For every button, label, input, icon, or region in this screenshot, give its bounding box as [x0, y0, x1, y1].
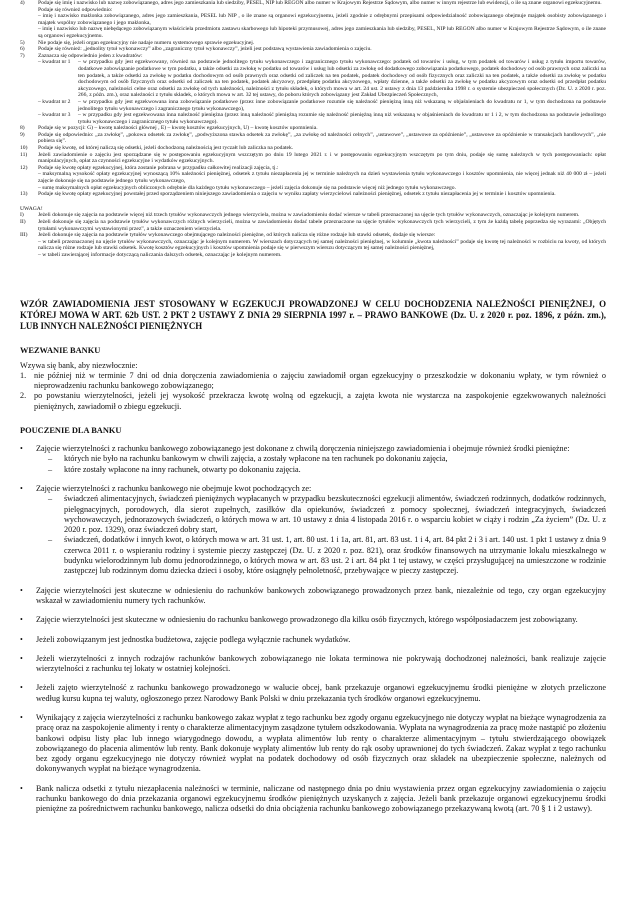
pouczenie-item-text: Bank nalicza odsetki z tytułu niezapłacenia należności w terminie, naliczane od następnego dnia po dniu wystawienia przez organ egzekucyjny zawiadomienia o zajęciu rachunku bankowego do dnia przekazania organowi egzekucyjnemu środków pieniężnych uzyskanych z zajęcia. Jeżeli bank przekazuje organowi egzekucyjnemu środki pieniężne za pośrednictwem rachunku bankowego, nalicza odsetki do dnia obciążenia rachunku bankowego zobowiązanego przekazywaną kwotą (art. 70 § 1 i 2 ustawy).: [36, 783, 606, 814]
pouczenie-item: [20, 615, 606, 625]
uwaga-item: [20, 232, 606, 239]
footnote-item-text: Podaje się kwotę, od której naliczą się odsetki, jeżeli dochodzoną należnością jest ryczałt lub zaliczka na podatek.: [38, 145, 294, 152]
pouczenie-item: [20, 444, 606, 475]
footnote-item: [20, 171, 606, 184]
uwaga-item: [20, 212, 606, 219]
wezwanie-item-text: po powstaniu wierzytelności, jeżeli jej wysokość przekracza kwotę wolną od egzekucji, a zajęta kwota nie wystarcza na zaspokojenie egzekwowanych należności pieniężnych, zawiadomił o zbiegu egzekucji.: [34, 391, 606, 411]
footnote-item: [20, 53, 606, 60]
pouczenie-section: [0, 444, 620, 815]
pouczenie-item-body: [36, 635, 606, 645]
pouczenie-item-body: [36, 784, 606, 815]
pouczenie-item-body: [36, 683, 606, 704]
pouczenie-item-text: Zajęcie wierzytelności z rachunku bankowego zobowiązanego jest dokonane z chwilą doręczenia niniejszego zawiadomienia i obejmuje również środki pieniężne:: [36, 444, 570, 454]
footnote-item: [20, 165, 606, 172]
bullet-icon: •: [20, 783, 23, 793]
pouczenie-subitem-text: świadczeń, dodatków i innych kwot, o których mowa w art. 31 ust. 1, art. 80 ust. 1 i 1a, art. 81, art. 83 ust. 1 i 4, art. 84 pkt 2 i 3 i art. 140 ust. 1 pkt 1 ustawy z dnia 9 czerwca 2011 r. o wspieraniu rodziny i systemie pieczy zastępczej (Dz. U. z 2020 r. poz. 821), oraz środków finansowych na utrzymanie lokalu mieszkalnego w budynku wielorodzinnym lub domu jednorodzinnego, o których mowa w art. 83 ust. 2 i art. 84 pkt 1 tej ustawy, w części przysługującej na umieszczone w rodzinie zastępczej lub rodzinnym domu dziecka dzieci i osoby, które osiągnęły pełnoletność, przebywające w pieczy zastępczej.: [64, 535, 606, 576]
footnote-item-number: 13): [20, 191, 28, 198]
wezwanie-intro: Wzywa się bank, aby niezwłocznie:: [20, 360, 138, 370]
footnote-item-number: [20, 7, 38, 14]
bullet-icon: •: [20, 444, 23, 454]
wezwanie-item: [20, 391, 606, 412]
pouczenie-item: [20, 586, 606, 607]
footnote-item-text: Jeżeli zawiadomienie o zajęciu jest sporządzane się w postępowaniu egzekucyjnym wszczętym po dniu 19 lutego 2021 r. i w postępowaniu egzekucyjnym wszczętym po tym dniu, podaje się sumę należnych w tych postępowaniach: opłat manipulacyjnych, opłat za czynności egzekucyjne i wydatków egzekucyjnych.: [38, 151, 606, 165]
footnote-item-text: Podaje się kwotę opłaty egzekucyjnej powstałej przed sporządzeniem niniejszego zawiadomienia o zajęciu w wyniku zapłaty wierzycielowi należności pieniężnej, odsetek z tytułu niezapłacenia jej w terminie i kosztów upomnienia.: [38, 191, 556, 198]
footnote-item: [20, 0, 606, 7]
bullet-icon: •: [20, 683, 23, 693]
uwaga-item: [20, 239, 606, 252]
pouczenie-subitem: [36, 465, 606, 475]
pouczenie-item-text: Jeżeli zobowiązanym jest jednostka budżetowa, zajęcie podlega wyłącznie rachunek wydatków.: [36, 634, 351, 644]
pouczenie-subitem: [36, 535, 606, 576]
footnote-item: [20, 46, 606, 53]
footnote-item: [20, 132, 606, 145]
pouczenie-item-body: [36, 713, 606, 775]
footnote-item: [20, 125, 606, 132]
bullet-icon: •: [20, 585, 23, 595]
footnotes-section: [0, 0, 620, 259]
pouczenie-item: [20, 654, 606, 675]
wezwanie-item-text: nie później niż w terminie 7 dni od dnia doręczenia zawiadomienia o zajęciu zawiadomił organ egzekucyjny o przeszkodzie w dokonaniu wpłaty, w tym również o nieprowadzeniu rachunku bankowego zobowiązanego;: [34, 370, 606, 391]
bullet-icon: •: [20, 483, 23, 493]
pouczenie-item-text: Zajęcie wierzytelności jest skuteczne w odniesieniu do rachunków bankowych zobowiązanego prowadzonych przez bank, niezależnie od tego, czy organ egzekucyjny wskazał w zawiadomieniu numery tych rachunków.: [36, 585, 606, 605]
uwaga-heading: UWAGA!: [20, 205, 43, 212]
footnote-item-number: 11): [20, 151, 28, 158]
uwaga-item-number: [20, 239, 38, 252]
spacer: [20, 198, 606, 202]
dash-icon: –: [47, 535, 53, 545]
uwaga-item-text: Jeżeli dokonuje się zajęcia na podstawie więcej niż trzech tytułów wykonawczych jednego wierzyciela, można w zawiadomieniu dodać wiersze w tabeli przeznaczonej na ujęcie tych tytułów wykonawczych, oznaczając je kolejnym numerem.: [38, 212, 580, 219]
document-title: WZÓR ZAWIADOMIENIA JEST STOSOWANY W EGZEKUCJI PROWADZONEJ W CELU DOCHODZENIA NALEŻNOŚCI PIENIĘŻNEJ, O KTÓREJ MOWA W ART. 62b UST. 2 PKT 2 USTAWY Z DNIA 29 SIERPNIA 1997 r. – PRAWO BANKOWE (Dz. U. z 2020 r. poz. 1896, z późn. zm.), LUB INNYCH NALEŻNOŚCI PIENIĘŻNYCH: [20, 298, 606, 331]
uwaga-item-number: [20, 252, 38, 259]
footnote-item-number: 12): [20, 164, 28, 171]
pouczenie-item-text: Zajęcie wierzytelności jest skuteczne w odniesieniu do rachunku bankowego prowadzonego dla kilku osób fizycznych, którego współposiadaczem jest zobowiązany.: [36, 615, 578, 625]
footnote-item: [20, 40, 606, 47]
footnote-item-number: [20, 13, 38, 26]
uwaga-item-text: – w tabeli zawierającej informacje dotyczącą naliczania dalszych odsetek, oznaczając je kolejnym numerem.: [38, 251, 282, 258]
kwadrat-item-number: – kwadrat nr 3: [38, 112, 71, 119]
kwadrat-item-text: – w przypadku gdy jest egzekwowany, również na podstawie jednolitego tytułu wykonawczego i zagranicznego tytułu wykonawczego: podatek od towarów i usług, w tym podatek od towarów i usług z tytułu importu towarów, dodatkowe zobowiązanie podatkowe w tym podatku, a także odsetki za zwłokę w podatku od towarów i usług lub odsetki za zwłokę od dodatkowego zobowiązania podatkowego, podatek dochodowy od osób prawnych oraz zaliczki na ten podatek, a także odsetki za zwłokę w podatku dochodowym od osób prawnych oraz odsetki od zaliczek na ten podatek, podatek dochodowy od osób fizycznych oraz zaliczki na ten podatek, a także odsetki za zwłokę w podatku dochodowym od osób fizycznych oraz odsetki od zaliczek na ten podatek, podatek akcyzowy, przedpłatę podatku akcyzowego, wpłaty dzienne, a także odsetki za zwłokę w podatku akcyzowym oraz odsetki od przedpłat podatku akcyzowego, należności celne oraz odsetki za zwłokę od tych należności, należności z tytułu składek, o których mowa w art. 24 ust. 2 ustawy z dnia 13 października 1998 r. o systemie ubezpieczeń społecznych (Dz. U. z 2020 r. poz. 266, z późn. zm.), oraz należności z tytułu składek, o których mowa w art. 32 tej ustawy, do poboru których zobowiązany jest Zakład Ubezpieczeń Społecznych,: [78, 59, 606, 99]
pouczenie-item: [20, 784, 606, 815]
footnote-item-number: 8): [20, 125, 25, 132]
footnote-item-text: Podaje się kwotę opłaty egzekucyjnej, która zostanie pobrana w przypadku całkowitej realizacji zajęcia, tj.:: [38, 164, 279, 171]
pouczenie-subitem-text: które zostały wpłacone na inny rachunek, otwarty po dokonaniu zajęcia.: [64, 464, 301, 474]
bullet-icon: •: [20, 712, 23, 722]
pouczenie-item-body: [36, 586, 606, 607]
pouczenie-item-body: [36, 654, 606, 675]
footnote-item-number: 9): [20, 131, 25, 138]
footnote-item: [20, 7, 606, 14]
pouczenie-subitem: [36, 454, 606, 464]
pouczenie-item-body: [36, 615, 606, 625]
uwaga-item-number: II): [20, 219, 26, 225]
footnote-item-text: Zaznacza się odpowiednio jeden z kwadratów:: [38, 52, 143, 59]
bullet-icon: •: [20, 615, 23, 625]
pouczenie-item: [20, 635, 606, 645]
wezwanie-item: [20, 371, 606, 392]
footnote-item-text: – imię i nazwisko małżonka zobowiązanego, adres jego zamieszkania, PESEL lub NIP , o ile znane są organowi egzekucyjnemu, jeżeli zgodnie z odrębnymi przepisami odpowiedzialność zobowiązanego obejmuje majątek osobisty zobowiązanego i majątek wspólny zobowiązanego i jego małżonka,: [38, 13, 606, 26]
kwadrat-item: [38, 59, 606, 99]
footnote-item: [20, 152, 606, 165]
dash-icon: –: [47, 464, 53, 474]
wezwanie-item-number: 1.: [20, 370, 27, 380]
kwadrat-item-text: – w przypadku gdy jest egzekwowana inna zobowiązanie podatkowe (przez inne zobowiązanie podatkowe rozumie się należność pieniężną inną niż wskazaną w objaśnieniach do kwadratu nr 1, w tym dochodzona na podstawie jednolitego tytułu wykonawczego i zagranicznego tytułu wykonawczego),: [78, 98, 606, 112]
uwaga-item-number: I): [20, 212, 24, 219]
footnote-item-text: Podaje się w pozycji: G) – kwotę należności głównej , E) – kwotę kosztów egzekucyjnych, U) – kwotę kosztów upomnienia.: [38, 125, 318, 132]
kwadrat-item-number: – kwadrat nr 1: [38, 59, 71, 66]
pouczenie-subitem-text: świadczeń alimentacyjnych, świadczeń pieniężnych wypłacanych w przypadku bezskuteczności egzekucji alimentów, świadczeń rodzinnych, dodatków rodzinnych, pielęgnacyjnych, porodowych, dla sierot zupełnych, zasiłków dla opiekunów, świadczeń z pomocy społecznej, świadczeń integracyjnych, świadczeń wychowawczych, jednorazowych świadczeń, o których mowa w art. 10 ustawy z dnia 4 listopada 2016 r. o wsparciu kobiet w ciąży i rodzin „Za życiem” (Dz. U. z 2020 r. poz. 1329), oraz świadczeń dobry start,: [64, 494, 606, 535]
pouczenie-item-text: Jeżeli zajęto wierzytelność z rachunku bankowego prowadzonego w walucie obcej, bank przekazuje organowi egzekucyjnemu środki pieniężne w złotych przeliczone według kursu kupna tej waluty, ogłoszonego przez Narodowy Bank Polski w dniu przekazania tych środków organowi egzekucyjnemu.: [36, 683, 606, 703]
footnote-item-number: 6): [20, 46, 25, 53]
pouczenie-item: [20, 683, 606, 704]
footnote-item-text: – imię i nazwisko lub nazwę niebędącego zobowiązanym właściciela przedmiotu zastawu skarbowego lub hipoteki przymusowej, adres jego zamieszkania lub siedziby, PESEL, NIP lub REGON albo numer w Krajowym Rejestrze Sądowym, o ile znane są organowi egzekucyjnemu.: [38, 26, 606, 39]
uwaga-item: [20, 252, 606, 259]
dash-icon: –: [47, 454, 53, 464]
footnote-item: [20, 191, 606, 198]
footnote-item-number: 4): [20, 0, 25, 6]
pouczenie-item-text: Jeżeli wierzytelności z innych rodzajów rachunków bankowych zobowiązanego nie lokata terminowa nie pokrywają dochodzonej należności, bank realizuje zajęcie wierzytelności z rachunku tej lokaty w ostatniej kolejności.: [36, 653, 606, 674]
footnote-item-number: [20, 26, 38, 39]
bullet-icon: •: [20, 653, 23, 663]
kwadrat-item-number: – kwadrat nr 2: [38, 98, 71, 105]
pouczenie-item: [20, 713, 606, 775]
pouczenie-item-text: Zajęcie wierzytelności z rachunku bankowego nie obejmuje kwot pochodzących ze:: [36, 483, 312, 493]
pouczenie-item: [20, 484, 606, 577]
uwaga-item-text: – w tabeli przeznaczonej na ujęcie tytułów wykonawczych, oznaczając je kolejnym numerem. W wierszach dotyczących tej samej należności pieniężnej, w kolumnie „kwota należności” podaje się kwotę tej należności w rozbiciu na kwoty, od których nalicza się różne rodzaje lub stawki odsetek. Kwotę kosztów egzekucyjnych i kosztów upomnienia podaje się w pierwszym wierszu dotyczącym tej samej należności pieniężnej,: [38, 238, 606, 252]
footnote-item-text: – sumę maksymalnych opłat egzekucyjnych obliczonych odrębnie dla każdego tytułu wykonawczego – jeżeli zajęcia dokonuje się na podstawie więcej niż jednego tytułu wykonawczego.: [38, 184, 456, 191]
uwaga-item-text: Jeżeli dokonuje się zajęcia na podstawie tytułów wykonawczego obejmującego należności pieniężne, od których nalicza się różne rodzaje lub stawki odsetek, dodaje się wiersze:: [38, 232, 436, 239]
uwaga-item-number: III): [20, 232, 28, 239]
footnote-item-number: 5): [20, 39, 25, 46]
uwaga-item-text: Jeżeli dokonuje się zajęcia na podstawie tytułów wykonawczych różnych wierzycieli, można w zawiadomieniu dodać tabele przeznaczone na ujęcie tytułów wykonawczych tych wierzycieli, z tym że każdą tabelę poprzedza się wyrazami: „Objętych tytułami wykonawczymi wystawionymi przez”, a także oznaczeniem wierzyciela.: [38, 219, 606, 232]
pouczenie-item-text: Wynikający z zajęcia wierzytelności z rachunku bankowego zakaz wypłat z tego rachunku bez zgody organu egzekucyjnego nie dotyczy wypłat na bieżące wynagrodzenia za pracę oraz na zaspokojenie alimenty i renty o charakterze alimentacyjnym zasądzone tytułem odszkodowania. Wypłata na wynagrodzenia za pracę może nastąpić po złożeniu bankowi odpisu listy płac lub innego wiarygodnego dowodu, a wypłata alimentów lub renty o charakterze alimentacyjnym – tytułu stwierdzającego obowiązek zobowiązanego do płacenia alimentów lub renty. Bank dokonuje wypłaty alimentów lub renty do rąk osoby uprawnionej do tych świadczeń. Zakaz wypłat z tego rachunku bez zgody organu egzekucyjnego nie dotyczy również wypłat na podatek dochodowy od osób fizycznych oraz składek na ubezpieczenie społeczne, należnych od dokonywanych wypłat na bieżące wynagrodzenia.: [36, 712, 606, 774]
wezwanie-list: [20, 371, 606, 412]
bullet-icon: •: [20, 634, 23, 644]
pouczenie-subitem: [36, 494, 606, 535]
footnote-item: [20, 145, 606, 152]
wezwanie-item-number: 2.: [20, 391, 27, 401]
footnote-item-text: Podaje się odpowiednio: „za zwłokę”, „pokowa odsetek za zwłokę”, „podwyższona stawka odsetek za zwłokę”, „za zwłokę od należności celnych”, „ustawowe”, „ustawowe za opóźnienie”, „ustawowe za opóźnienie w transakcjach handlowych”, „nie pobiera się”.: [38, 131, 606, 145]
uwaga-item: [20, 219, 606, 232]
footnote-item-text: Podaje się również: „jednolity tytuł wykonawczy” albo „zagraniczny tytuł wykonawczy”, jeżeli jest podstawą wystawienia zawiadomienia o zajęciu.: [38, 46, 372, 53]
pouczenie-heading: POUCZENIE DLA BANKU: [20, 426, 122, 436]
kwadrat-item: [38, 99, 606, 112]
kwadrat-list: [20, 59, 606, 125]
pouczenie-item-body: [36, 484, 606, 577]
footnote-item-text: Podaje się również odpowiednio:: [38, 6, 113, 13]
kwadrat-item: [38, 112, 606, 125]
footnote-item: [20, 185, 606, 192]
pouczenie-subitem-text: których nie było na rachunku bankowym w chwili zajęcia, a zostały wpłacone na ten rachunek po dokonaniu zajęcia,: [64, 454, 448, 464]
footnote-item-text: – maksymalną wysokość opłaty egzekucyjnej wynoszącą 10% należności pieniężnej, odsetek z tytułu niezapłacenia jej w terminie należnych na dzień wystawienia tytułu wykonawczego i kosztów upomnienia, nie więcej jednak niż 40 000 zł – jeżeli zajęcie dokonuje się na podstawie jednego tytułu wykonawczego,: [38, 171, 606, 185]
footnote-item-number: [20, 171, 38, 184]
kwadrat-item-text: – w przypadku gdy jest egzekwowana inna należność pieniężna (przez inną należność pieniężną rozumie się należność pieniężną inną niż wskazaną w objaśnieniach do kwadratu nr 1 i 2, w tym dochodzona na podstawie jednolitego tytułu wykonawczego i zagranicznego tytułu wykonawczego).: [78, 112, 606, 125]
wezwanie-heading: WEZWANIE BANKU: [20, 345, 101, 355]
footnote-item-number: 10): [20, 145, 28, 152]
footnote-item-number: 7): [20, 52, 25, 59]
dash-icon: –: [47, 494, 53, 504]
wezwanie-section: [0, 361, 620, 412]
footnote-item-text: Podaje się imię i nazwisko lub nazwę zobowiązanego, adres jego zamieszkania lub siedziby, PESEL, NIP lub REGON albo numer w Krajowym Rejestrze Sądowym, albo numer w innym rejestrze lub ewidencji, o ile są znane organowi egzekucyjnemu.: [38, 0, 602, 6]
footnote-item: [20, 26, 606, 39]
footnote-item: [20, 13, 606, 26]
pouczenie-item-body: [36, 444, 606, 475]
footnote-item-text: Nie podaje się, jeżeli organ egzekucyjny nie nadaje numeru systemowego sprawie egzekucyjnej.: [38, 39, 255, 46]
